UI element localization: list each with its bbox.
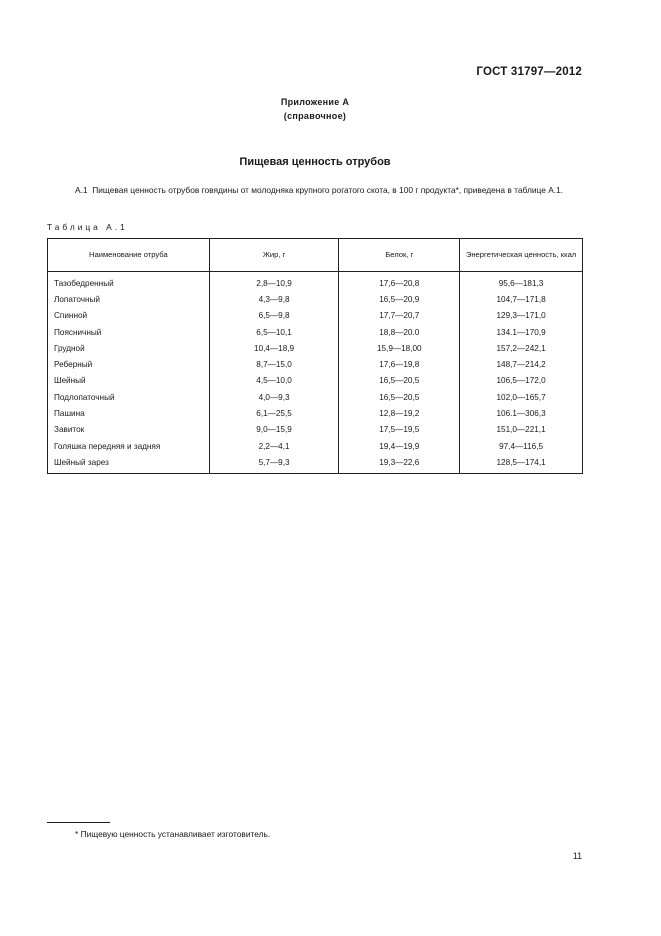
footnote: * Пищевую ценность устанавливает изготовитель. xyxy=(75,829,271,839)
cut-name: Шейный зарез xyxy=(48,454,210,473)
page-number: 11 xyxy=(572,851,582,861)
cut-name: Подлопаточный xyxy=(48,389,210,405)
protein-value: 19,4—19,9 xyxy=(339,438,460,454)
table-row xyxy=(48,454,583,473)
appendix-subtitle: (справочное) xyxy=(283,111,347,121)
energy-value: 106,5—172,0 xyxy=(460,373,583,389)
cut-name: Спинной xyxy=(48,308,210,324)
energy-value: 95,6—181,3 xyxy=(460,272,583,292)
table-row xyxy=(48,389,583,405)
column-header-protein: Белок, г xyxy=(339,239,460,272)
protein-value: 17,6—19,8 xyxy=(339,356,460,372)
fat-value: 8,7—15,0 xyxy=(209,356,339,372)
fat-value: 4,5—10,0 xyxy=(209,373,339,389)
energy-value: 148,7—214,2 xyxy=(460,356,583,372)
energy-value: 97,4—116,5 xyxy=(460,438,583,454)
fat-value: 2,8—10,9 xyxy=(209,272,339,292)
column-header-energy: Энергетическая ценность, ккал xyxy=(460,239,583,272)
protein-value: 16,5—20,5 xyxy=(339,389,460,405)
table-row xyxy=(48,291,583,307)
table-row xyxy=(48,422,583,438)
cut-name: Завиток xyxy=(48,422,210,438)
energy-value: 129,3—171,0 xyxy=(460,308,583,324)
cut-name: Шейный xyxy=(48,373,210,389)
nutrition-table xyxy=(47,238,583,474)
table-row xyxy=(48,405,583,421)
table-header-row xyxy=(48,239,583,272)
cut-name: Пашина xyxy=(48,405,210,421)
energy-value: 134.1—170,9 xyxy=(460,324,583,340)
protein-value: 15,9—18,00 xyxy=(339,340,460,356)
section-heading: Пищевая ценность отрубов xyxy=(239,156,391,168)
cut-name: Поясничный xyxy=(48,324,210,340)
fat-value: 4,0—9,3 xyxy=(209,389,339,405)
energy-value: 151,0—221,1 xyxy=(460,422,583,438)
cut-name: Тазобедренный xyxy=(48,272,210,292)
energy-value: 104,7—171,8 xyxy=(460,291,583,307)
column-header-cut: Наименование отруба xyxy=(48,239,210,272)
intro-number: А.1 xyxy=(75,185,88,195)
document-code: ГОСТ 31797—2012 xyxy=(476,66,582,78)
intro-text: Пищевая ценность отрубов говядины от молодняка крупного рогатого скота, в 100 г продукта*, приведена в таблице А.1. xyxy=(92,185,564,195)
protein-value: 16,5—20,5 xyxy=(339,373,460,389)
intro-paragraph xyxy=(47,184,584,197)
energy-value: 128,5—174,1 xyxy=(460,454,583,473)
cut-name: Реберный xyxy=(48,356,210,372)
fat-value: 6,5—10,1 xyxy=(209,324,339,340)
table-row xyxy=(48,373,583,389)
energy-value: 106.1—306,3 xyxy=(460,405,583,421)
table-row xyxy=(48,438,583,454)
appendix-title: Приложение А xyxy=(280,97,350,107)
protein-value: 17,7—20,7 xyxy=(339,308,460,324)
fat-value: 6,5—9,8 xyxy=(209,308,339,324)
protein-value: 16,5—20,9 xyxy=(339,291,460,307)
table-row xyxy=(48,308,583,324)
table-row xyxy=(48,272,583,292)
cut-name: Грудной xyxy=(48,340,210,356)
table-row xyxy=(48,340,583,356)
table-caption: Таблица А.1 xyxy=(47,222,128,232)
table-row xyxy=(48,324,583,340)
fat-value: 2,2—4,1 xyxy=(209,438,339,454)
fat-value: 5,7—9,3 xyxy=(209,454,339,473)
footnote-divider xyxy=(47,822,110,823)
fat-value: 10,4—18,9 xyxy=(209,340,339,356)
fat-value: 6,1—25,5 xyxy=(209,405,339,421)
table-row xyxy=(48,356,583,372)
protein-value: 17,5—19,5 xyxy=(339,422,460,438)
energy-value: 102,0—165,7 xyxy=(460,389,583,405)
protein-value: 18,8—20.0 xyxy=(339,324,460,340)
appendix-block xyxy=(0,95,630,123)
fat-value: 9,0—15,9 xyxy=(209,422,339,438)
fat-value: 4,3—9,8 xyxy=(209,291,339,307)
protein-value: 12,8—19,2 xyxy=(339,405,460,421)
column-header-fat: Жир, г xyxy=(209,239,339,272)
energy-value: 157,2—242,1 xyxy=(460,340,583,356)
protein-value: 17,6—20,8 xyxy=(339,272,460,292)
cut-name: Лопаточный xyxy=(48,291,210,307)
protein-value: 19,3—22,6 xyxy=(339,454,460,473)
cut-name: Голяшка передняя и задняя xyxy=(48,438,210,454)
